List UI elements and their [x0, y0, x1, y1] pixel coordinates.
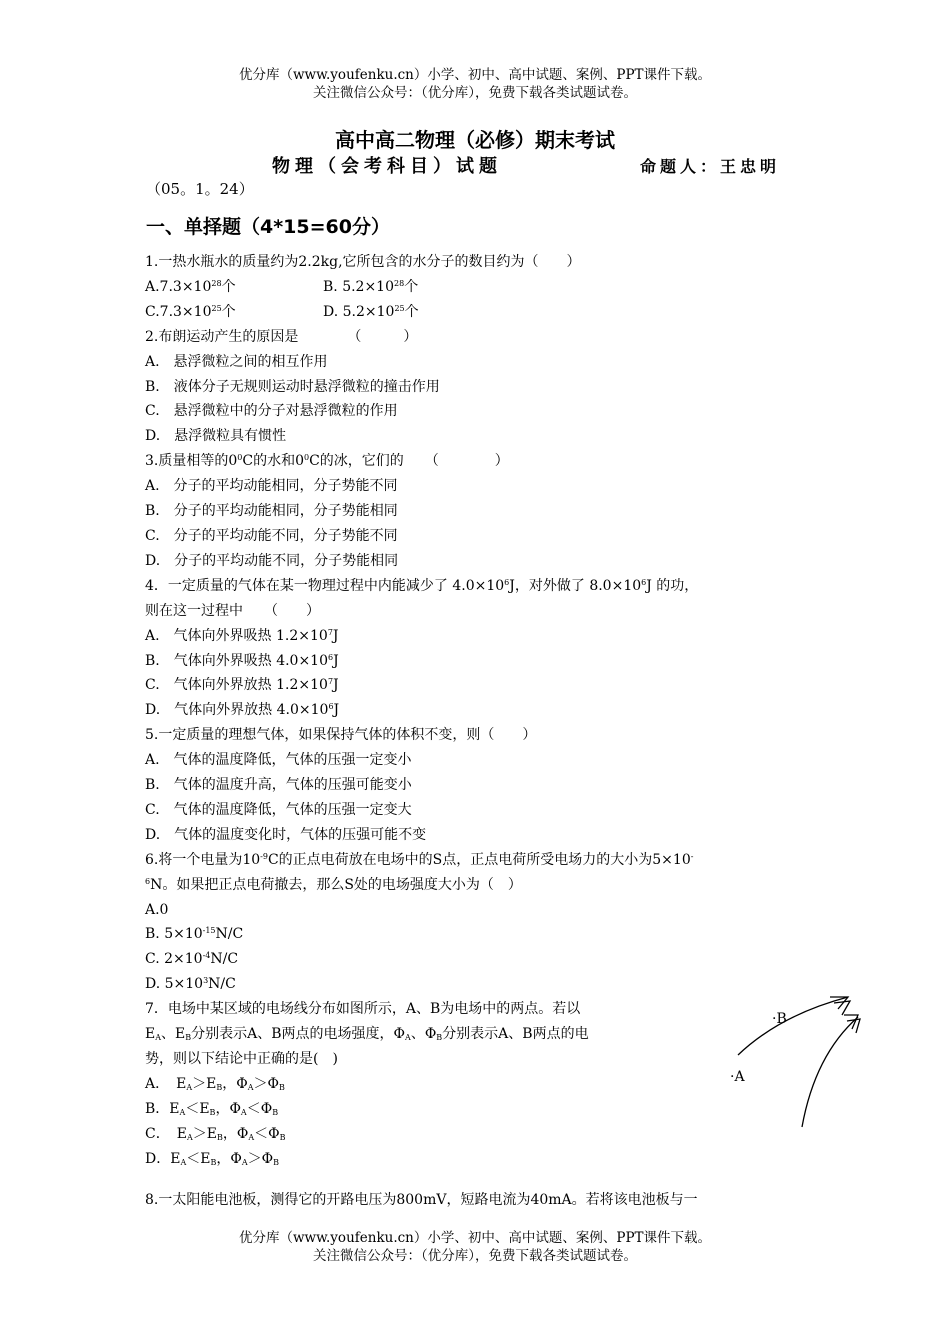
exam-author: 命题人：王忠明 — [640, 157, 781, 176]
q7-stem-line2: $E_A$、$E_B$分别表示A、B两点的电场强度，$\Phi_A$、$\Phi_B$分别表示A、B两点的电 — [145, 1026, 589, 1043]
q4-option-b: B. 气体向外界吸热 $4.0\times 10^6J$ — [145, 652, 339, 669]
footer-note — [0, 1229, 950, 1265]
footer-line-1: 优分库（www.youfenku.cn）小学、初中、高中试题、案例、PPT课件下载。 — [238, 1230, 712, 1246]
header-note — [0, 66, 950, 102]
q7-option-d: D．$E_A<E_B$，$\Phi_A>\Phi_B$ — [145, 1150, 280, 1167]
exam-subtitle: 物理（会考科目）试题 — [272, 156, 502, 177]
q7-stem: 7．电场中某区域的电场线分布如图所示，A、B为电场中的两点。若以 — [145, 1001, 581, 1018]
q6-stem: 6.将一个电量为$10^{-9}C$的正点电荷放在电场中的S点，正点电荷所受电场力的大小为5×10- — [145, 851, 694, 868]
q3-option-c: C. 分子的平均动能不同，分子势能不同 — [145, 527, 398, 544]
q4-option-c: C. 气体向外界放热 $1.2\times 10^7J$ — [145, 677, 339, 694]
q2-option-d: D. 悬浮微粒具有惯性 — [145, 428, 287, 445]
electric-field-figure — [720, 985, 880, 1135]
q5-option-d: D. 气体的温度变化时，气体的压强可能不变 — [145, 826, 427, 843]
arrow-head-upper-2 — [834, 1001, 850, 1015]
q5-stem: 5.一定质量的理想气体，如果保持气体的体积不变，则（ ） — [145, 727, 537, 744]
q6-option-c: C. $2\times 10^{-4}N/C$ — [145, 951, 239, 968]
point-b-label: ·B — [772, 1011, 787, 1027]
q7-option-a: A． $E_A>E_B$，$\Phi_A>\Phi_B$ — [145, 1075, 285, 1092]
q2-option-b: B. 液体分子无规则运动时悬浮微粒的撞击作用 — [145, 378, 440, 395]
field-line-upper — [738, 997, 848, 1055]
q3-option-d: D. 分子的平均动能不同，分子势能相同 — [145, 552, 399, 569]
q7-option-c: C． $E_A>E_B$，$\Phi_A<\Phi_B$ — [145, 1125, 286, 1142]
q1-options-ab: $A.7.3\times 10^{28}$个 B. $5.2\times 10^{28}$个 — [145, 278, 419, 295]
section-heading: 一、单择题（4*15=60分） — [146, 216, 390, 238]
exam-date: （05。1。24） — [146, 180, 254, 198]
q3-option-a: A. 分子的平均动能相同，分子势能不同 — [145, 478, 398, 495]
header-line-2: 关注微信公众号：（优分库），免费下载各类试题试卷。 — [313, 85, 637, 101]
q7-stem-line3: 势，则以下结论中正确的是( ) — [145, 1051, 338, 1067]
q4-option-a: A. 气体向外界吸热 $1.2\times 10^7J$ — [145, 627, 339, 644]
field-line-lower — [802, 1017, 858, 1127]
q6-stem-line2: $^6$N。如果把正点电荷撤去，那么S处的电场强度大小为（ ） — [145, 876, 522, 893]
q4-stem-line2: 则在这一过程中 （ ） — [145, 602, 320, 619]
footer-line-2: 关注微信公众号：（优分库），免费下载各类试题试卷。 — [313, 1248, 637, 1264]
exam-title: 高中高二物理（必修）期末考试 — [335, 128, 615, 152]
q7-option-b: B．$E_A<E_B$，$\Phi_A<\Phi_B$ — [145, 1100, 279, 1117]
q2-option-a: A. 悬浮微粒之间的相互作用 — [145, 353, 328, 370]
q5-option-c: C. 气体的温度降低，气体的压强一定变大 — [145, 801, 412, 818]
q5-option-a: A. 气体的温度降低，气体的压强一定变小 — [145, 752, 412, 769]
q4-stem: 4．一定质量的气体在某一物理过程中内能减少了 $4.0\times 10^6J$，对外做了 $8.0\times 10^6J$ 的功， — [145, 577, 699, 594]
q6-option-b: B. $5\times 10^{-15}N/C$ — [145, 926, 244, 943]
q6-option-d: D. $5\times 10^3N/C$ — [145, 976, 236, 993]
q3-option-b: B. 分子的平均动能相同，分子势能相同 — [145, 503, 398, 520]
field-lines-svg — [720, 985, 880, 1135]
q2-option-c: C. 悬浮微粒中的分子对悬浮微粒的作用 — [145, 403, 398, 420]
q1-options-cd: $C.7.3\times 10^{25}$个 D. $5.2\times 10^{25}$个 — [145, 303, 419, 320]
q1-stem: 1.一热水瓶水的质量约为2.2kg,它所包含的水分子的数目约为（ ） — [145, 254, 581, 270]
q3-stem: 3.质量相等的$0^0C$的水和$0^0C$的冰，它们的 （ ） — [145, 453, 509, 470]
question-body — [145, 250, 810, 1212]
header-line-1: 优分库（www.youfenku.cn）小学、初中、高中试题、案例、PPT课件下载。 — [238, 67, 712, 83]
q4-option-d: D. 气体向外界放热 $4.0\times 10^6J$ — [145, 702, 340, 719]
q2-stem: 2.布朗运动产生的原因是 （ ） — [145, 328, 418, 345]
point-a-label: ·A — [730, 1069, 745, 1085]
arrow-head-lower-1 — [844, 1015, 858, 1029]
q6-option-a: A.0 — [145, 901, 169, 918]
q5-option-b: B. 气体的温度升高，气体的压强可能变小 — [145, 777, 412, 794]
q8-stem: 8.一太阳能电池板，测得它的开路电压为800mV，短路电流为40mA。若将该电池板与一 — [145, 1191, 698, 1208]
